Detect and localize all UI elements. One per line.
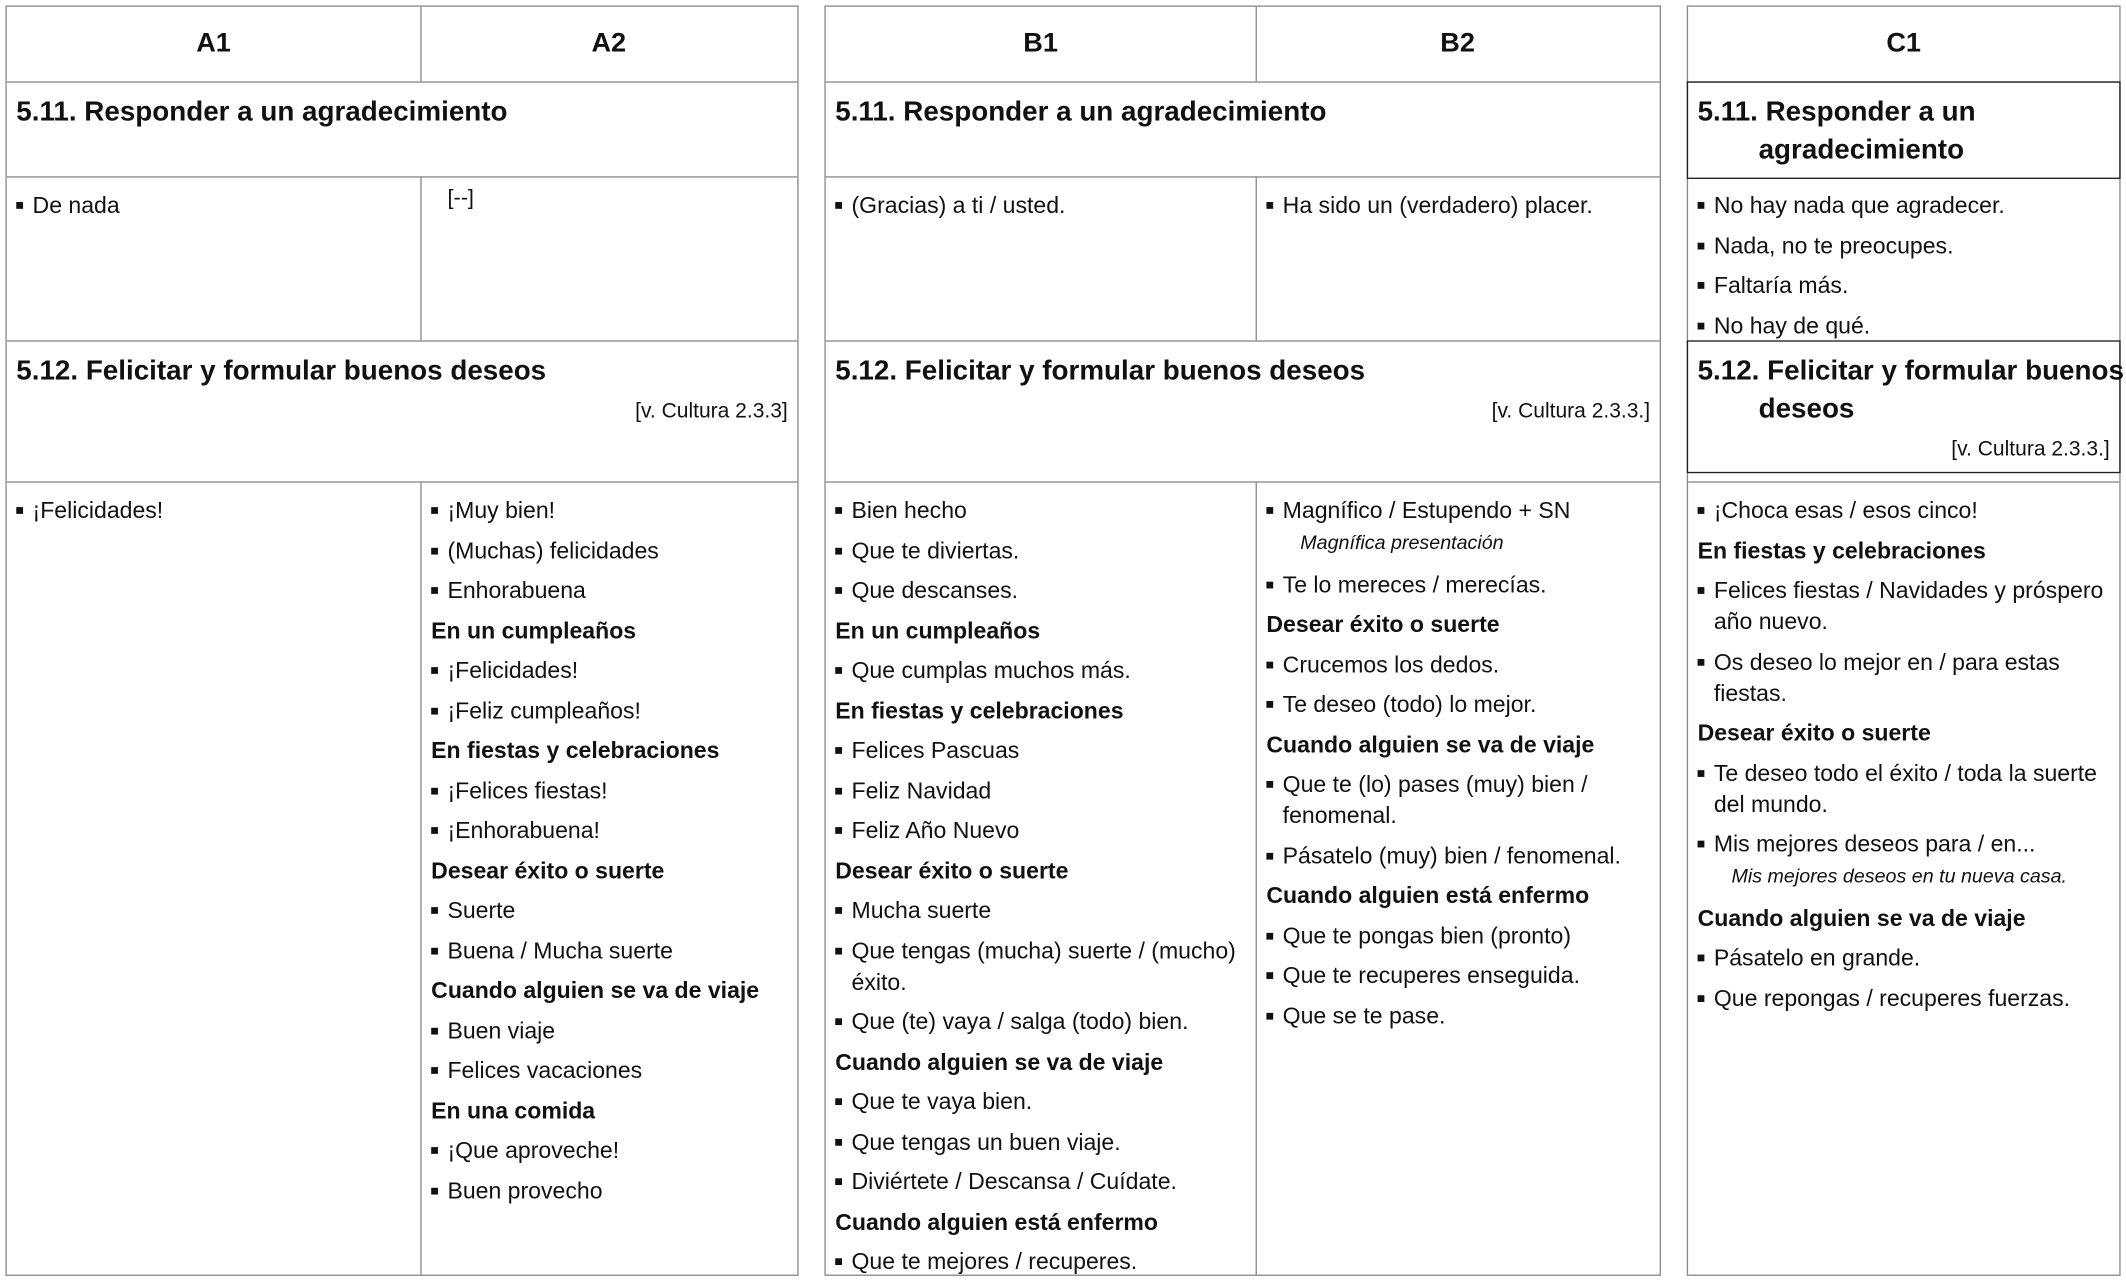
level-header-b1: B1 [1023, 28, 1058, 59]
cell-c1-5-12 [1698, 495, 2112, 1022]
phrase-item: Que descanses. [835, 575, 1242, 606]
phrase-item: Ha sido un (verdadero) placer. [1266, 190, 1652, 221]
phrase-item: De nada [16, 190, 409, 221]
phrase-item: ¡Felicidades! [431, 655, 790, 686]
subheading: Cuando alguien se va de viaje [431, 977, 760, 1004]
cultura-reference: [v. Cultura 2.3.3.] [1951, 437, 2110, 462]
phrase-item: No hay nada que agradecer. [1698, 190, 2112, 221]
phrase-item: Os deseo lo mejor en / para estas fiestas. [1698, 646, 2112, 708]
level-header-b2: B2 [1440, 28, 1475, 59]
cell-a2-5-11 [447, 183, 786, 214]
phrase-item: Feliz Navidad [835, 775, 1242, 806]
cell-b1-5-11 [835, 190, 1242, 230]
phrase-item: Que te (lo) pases (muy) bien / fenomenal. [1266, 769, 1652, 831]
phrase-item: Mis mejores deseos para / en... [1698, 828, 2112, 859]
phrase-item: Crucemos los dedos. [1266, 649, 1652, 680]
section-title-5-11: 5.11. Responder a un agradecimiento [16, 96, 508, 128]
phrase-item: ¡Felices fiestas! [431, 775, 790, 806]
subheading: Desear éxito o suerte [431, 857, 665, 884]
phrase-item: No hay de qué. [1698, 310, 2112, 341]
cell-b1-5-12 [835, 495, 1242, 1286]
section-title-5-12: 5.12. Felicitar y formular buenos deseos [1697, 355, 2124, 425]
level-header-a1: A1 [196, 28, 231, 59]
subheading: En un cumpleaños [431, 617, 637, 644]
subheading: Cuando alguien se va de viaje [1697, 905, 2026, 931]
phrase-item: Que se te pase. [1266, 1000, 1652, 1031]
subheading: Cuando alguien está enfermo [1266, 882, 1590, 909]
phrase-item: Mucha suerte [835, 895, 1242, 926]
phrase-item: Felices Pascuas [835, 735, 1242, 766]
section-title-5-11: 5.11. Responder a un agradecimiento [1697, 96, 1976, 166]
cell-b2-5-12 [1266, 495, 1652, 1040]
subheading: En una comida [431, 1097, 596, 1124]
section-title-5-12: 5.12. Felicitar y formular buenos deseos [835, 355, 1366, 387]
phrase-item: Que repongas / recuperes fuerzas. [1698, 982, 2112, 1013]
subheading: Desear éxito o suerte [1266, 611, 1500, 638]
phrase-item: Magnífico / Estupendo + SN [1266, 495, 1652, 526]
cultura-reference: [v. Cultura 2.3.3.] [1491, 399, 1651, 424]
phrase-item: ¡Felicidades! [16, 495, 409, 526]
phrase-item: Pásatelo (muy) bien / fenomenal. [1266, 840, 1652, 871]
panel-c-level [1687, 5, 2124, 1275]
cultura-reference: [v. Cultura 2.3.3] [635, 399, 788, 424]
subheading: Cuando alguien está enfermo [835, 1208, 1159, 1235]
phrase-item: Pásatelo en grande. [1698, 942, 2112, 973]
phrase-item: Enhorabuena [431, 575, 790, 606]
phrase-item: Faltaría más. [1698, 270, 2112, 301]
cell-a1-5-12 [16, 495, 409, 535]
panel-b-levels [824, 5, 1661, 1275]
subheading: Desear éxito o suerte [835, 857, 1069, 884]
cell-a2-5-12 [431, 495, 790, 1215]
phrase-item: ¡Muy bien! [431, 495, 790, 526]
phrase-item: Que tengas (mucha) suerte / (mucho) éxito. [835, 935, 1242, 997]
subheading: En fiestas y celebraciones [1697, 537, 1986, 564]
phrase-item: ¡Feliz cumpleaños! [431, 695, 790, 726]
phrase-item: ¡Que aproveche! [431, 1135, 790, 1166]
phrase-item: ¡Enhorabuena! [431, 815, 790, 846]
subheading: En fiestas y celebraciones [431, 737, 720, 764]
cell-b2-5-11 [1266, 190, 1652, 230]
phrase-item: Te deseo todo el éxito / toda la suerte del mundo. [1698, 757, 2112, 819]
section-title-5-12: 5.12. Felicitar y formular buenos deseos [16, 355, 547, 387]
cell-a1-5-11 [16, 190, 409, 230]
phrase-item: Felices fiestas / Navidades y próspero año nuevo. [1698, 575, 2112, 637]
section-title-5-11: 5.11. Responder a un agradecimiento [835, 96, 1327, 128]
level-header-a2: A2 [591, 28, 627, 59]
phrase-item: Que te pongas bien (pronto) [1266, 920, 1652, 951]
phrase-item: Que tengas un buen viaje. [835, 1126, 1242, 1157]
phrase-item: Suerte [431, 895, 790, 926]
phrase-item: Que cumplas muchos más. [835, 655, 1242, 686]
phrase-item: Buen provecho [431, 1175, 790, 1206]
phrase-item: Que te mejores / recuperes. [835, 1246, 1242, 1277]
subheading: En un cumpleaños [835, 617, 1041, 644]
phrase-item: Te lo mereces / merecías. [1266, 569, 1652, 600]
example-phrase: Magnífica presentación [1300, 532, 1504, 554]
subheading: Cuando alguien se va de viaje [1266, 731, 1595, 758]
phrase-item: Felices vacaciones [431, 1055, 790, 1086]
phrase-item: (Muchas) felicidades [431, 535, 790, 566]
panel-a-levels [5, 5, 798, 1275]
phrase-item: Bien hecho [835, 495, 1242, 526]
subheading: En fiestas y celebraciones [835, 697, 1124, 724]
phrase-item: Que (te) vaya / salga (todo) bien. [835, 1006, 1242, 1037]
phrase-item: Que te recuperes enseguida. [1266, 960, 1652, 991]
subheading: Cuando alguien se va de viaje [835, 1048, 1164, 1075]
phrase-item: Te deseo (todo) lo mejor. [1266, 689, 1652, 720]
phrase-item: ¡Choca esas / esos cinco! [1698, 495, 2112, 526]
phrase-item: Nada, no te preocupes. [1698, 230, 2112, 261]
phrase-item: Feliz Año Nuevo [835, 815, 1242, 846]
phrase-item: (Gracias) a ti / usted. [835, 190, 1242, 221]
phrase-item: Que te vaya bien. [835, 1086, 1242, 1117]
subheading: Desear éxito o suerte [1697, 719, 1931, 746]
empty-marker: [--] [447, 187, 474, 211]
cell-c1-5-11 [1698, 190, 2112, 350]
phrase-item: Buen viaje [431, 1015, 790, 1046]
phrase-item: Diviértete / Descansa / Cuídate. [835, 1166, 1242, 1197]
phrase-item: Que te diviertas. [835, 535, 1242, 566]
example-phrase: Mis mejores deseos en tu nueva casa. [1731, 865, 2067, 888]
phrase-item: Buena / Mucha suerte [431, 935, 790, 966]
level-header-c1: C1 [1886, 28, 1922, 59]
